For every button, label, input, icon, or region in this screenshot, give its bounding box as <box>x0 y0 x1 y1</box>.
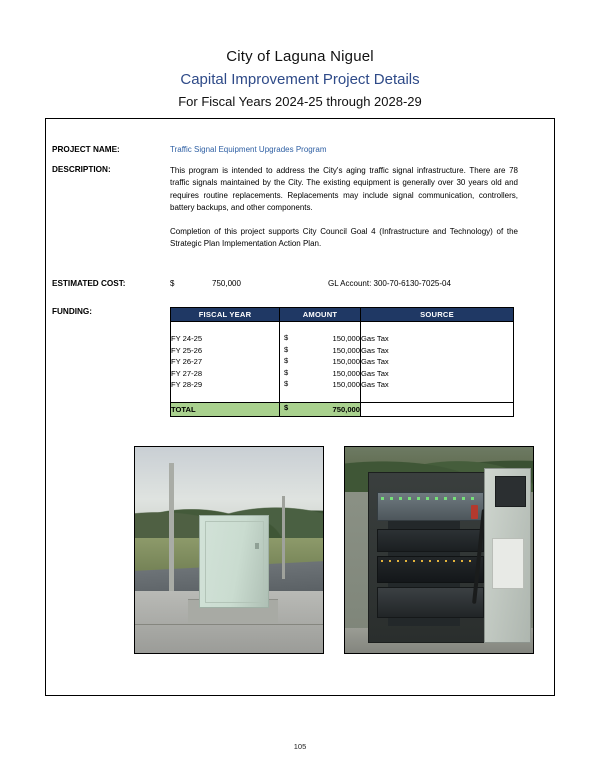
page-footer <box>0 742 600 751</box>
project-name-row <box>52 139 548 157</box>
gl-account-value: GL Account: 300-70-6130-7025-04 <box>328 279 451 288</box>
funding-table-head <box>171 308 514 322</box>
total-label: TOTAL <box>171 402 280 416</box>
cell-amount <box>280 356 361 368</box>
photo-cabinet-door <box>205 521 264 603</box>
photo-pole-right <box>282 496 286 578</box>
funding-table <box>170 307 514 417</box>
cell-currency-symbol: $ <box>284 367 289 377</box>
cell-fiscal-year: FY 26-27 <box>171 356 280 368</box>
table-row <box>171 379 514 391</box>
photo-sidewalk-joint <box>135 624 323 625</box>
cell-amount <box>280 379 361 391</box>
table-blank-row <box>171 391 514 403</box>
description-paragraph-2: Completion of this project supports City Council Goal 4 (Infrastructure and Technology) of the Strategic Plan Implementation Action Plan. <box>170 226 518 248</box>
photo-cabinet-latch <box>255 543 258 548</box>
photo-led-row-green <box>381 497 475 500</box>
project-details-box <box>45 118 555 696</box>
photo-battery-backup-shelf <box>377 587 484 618</box>
spacer-cell-fy <box>171 322 280 334</box>
cell-currency-symbol: $ <box>284 379 289 388</box>
cell-currency-symbol: $ <box>284 333 289 342</box>
photo-red-component <box>471 505 479 519</box>
document-header <box>0 0 600 109</box>
document-title: Capital Improvement Project Details <box>180 71 420 88</box>
cell-fiscal-year: FY 24-25 <box>171 333 280 345</box>
estimated-cost-currency-symbol: $ <box>170 279 175 288</box>
description-body <box>170 165 518 250</box>
blank-cell-amt <box>280 391 361 403</box>
project-name-value: Traffic Signal Equipment Upgrades Program <box>170 145 327 154</box>
cell-amount <box>280 345 361 357</box>
cell-source: Gas Tax <box>361 368 514 380</box>
traffic-signal-cabinet-exterior-photo <box>134 446 324 654</box>
cell-amount-value: 150,000 <box>332 334 360 344</box>
funding-table-body <box>171 322 514 417</box>
table-row <box>171 333 514 345</box>
column-header-amount: AMOUNT <box>280 308 361 322</box>
cell-source: Gas Tax <box>361 333 514 345</box>
total-amount-value: 750,000 <box>332 404 360 414</box>
cell-fiscal-year: FY 27-28 <box>171 368 280 380</box>
total-amount <box>280 402 361 416</box>
spacer-cell-amt <box>280 322 361 334</box>
photo-gallery <box>134 446 534 654</box>
fiscal-years-subtitle: For Fiscal Years 2024-25 through 2028-29 <box>178 94 422 109</box>
photo-led-row-amber <box>381 560 475 562</box>
cell-source: Gas Tax <box>361 379 514 391</box>
spacer-cell-src <box>361 322 514 334</box>
table-spacer-row <box>171 322 514 334</box>
cell-amount <box>280 333 361 345</box>
blank-cell-fy <box>171 391 280 403</box>
description-row <box>52 165 548 250</box>
estimated-cost-label: ESTIMATED COST: <box>52 279 126 288</box>
cell-fiscal-year: FY 28-29 <box>171 379 280 391</box>
cell-fiscal-year: FY 25-26 <box>171 345 280 357</box>
blank-cell-src <box>361 391 514 403</box>
cell-amount <box>280 368 361 380</box>
cell-amount-value: 150,000 <box>332 345 360 355</box>
total-source <box>361 402 514 416</box>
photo-door-panel <box>495 476 525 507</box>
cell-currency-symbol: $ <box>284 356 289 365</box>
funding-table-header-row <box>171 308 514 322</box>
cell-amount-value: 150,000 <box>332 368 360 378</box>
cell-source: Gas Tax <box>361 356 514 368</box>
traffic-signal-cabinet-interior-photo <box>344 446 534 654</box>
cell-source: Gas Tax <box>361 345 514 357</box>
photo-equipment-shelf-2 <box>377 529 484 552</box>
photo-cabinet-body <box>199 515 269 608</box>
table-row <box>171 345 514 357</box>
page-number: 105 <box>293 742 307 751</box>
cell-amount-value: 150,000 <box>332 357 360 367</box>
table-row <box>171 356 514 368</box>
funding-label: FUNDING: <box>52 307 93 316</box>
column-header-source: SOURCE <box>361 308 514 322</box>
description-label: DESCRIPTION: <box>52 165 111 174</box>
column-header-fiscal-year: FISCAL YEAR <box>171 308 280 322</box>
photo-door-document <box>492 538 524 589</box>
table-row <box>171 368 514 380</box>
cell-currency-symbol: $ <box>284 344 289 354</box>
description-paragraph-1: This program is intended to address the City's aging traffic signal infrastructure. There are 78 traffic signals maintained by the City. The existing equipment is generally over 30 years old and requires routine replacements. Replacements may include signal communication, controllers, battery backups, and other components. <box>170 166 518 213</box>
total-currency-symbol: $ <box>284 402 289 412</box>
cell-amount-value: 150,000 <box>332 380 360 390</box>
city-name: City of Laguna Niguel <box>226 48 374 65</box>
estimated-cost-value: 750,000 <box>212 279 241 288</box>
photo-pole-left <box>169 463 174 591</box>
table-total-row <box>171 402 514 416</box>
project-name-label: PROJECT NAME: <box>52 145 120 154</box>
